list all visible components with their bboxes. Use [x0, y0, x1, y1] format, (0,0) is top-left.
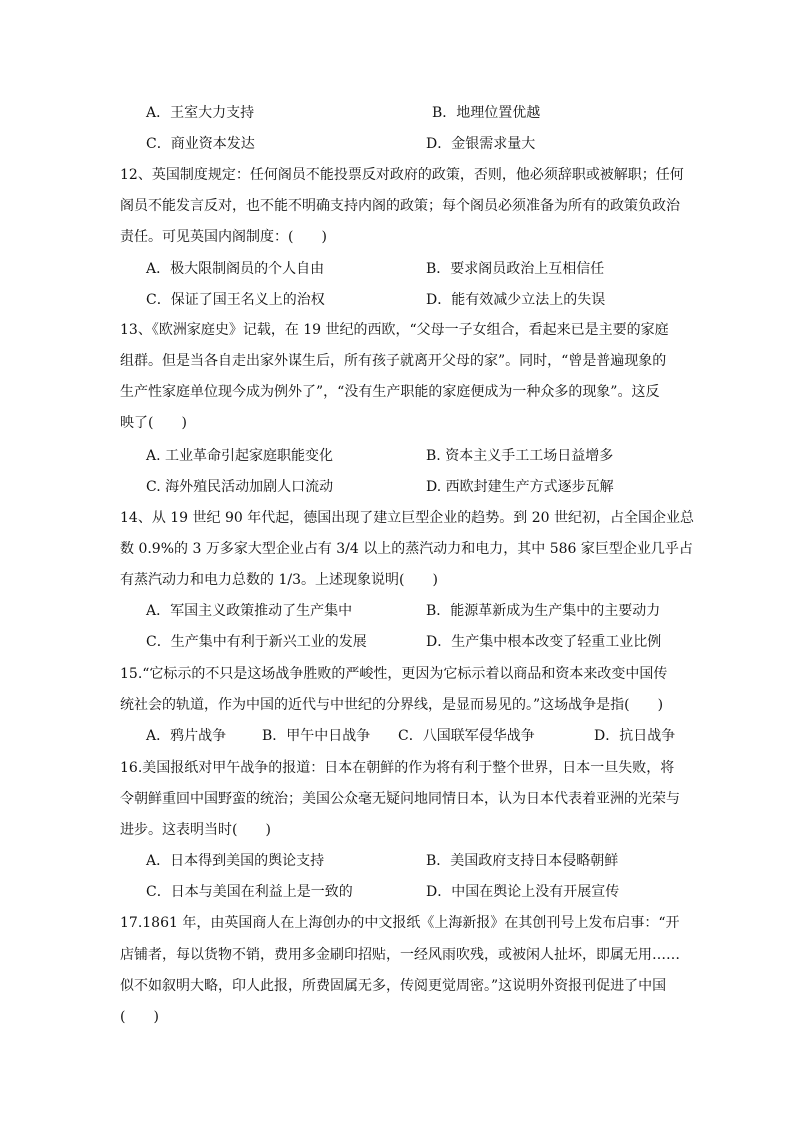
q17-stem-line: 店铺者，每以货物不销，费用多金刷印招贴，一经风雨吹残，或被闲人扯坏，即属无用……: [120, 947, 680, 963]
q15-stem-line: 统社会的轨道，作为中国的近代与中世纪的分界线，是显而易见的。”这场战争是指( ): [120, 697, 664, 713]
q16-option-b: B．美国政府支持日本侵略朝鲜: [426, 853, 619, 869]
q14-option-b: B．能源革新成为生产集中的主要动力: [426, 603, 661, 619]
q16-stem-line: 16.美国报纸对甲午战争的报道：日本在朝鲜的作为将有利于整个世界，日本一旦失败，将: [120, 760, 675, 776]
q16-stem-line: 令朝鲜重回中国野蛮的统治；美国公众毫无疑问地同情日本，认为日本代表着亚洲的光荣与: [120, 791, 680, 807]
q14-stem-line: 数 0.9%的 3 万多家大型企业占有 3/4 以上的蒸汽动力和电力，其中 586 家巨型企业几乎占: [120, 541, 693, 557]
q15-option-c: C．八国联军侵华战争: [398, 728, 535, 744]
q12-option-c: C．保证了国王名义上的治权: [146, 292, 325, 308]
q12-stem-line: 12、英国制度规定：任何阁员不能投票反对政府的政策，否则，他必须辞职或被解职；任何: [120, 167, 684, 183]
q16-option-a: A．日本得到美国的舆论支持: [146, 853, 325, 869]
q15-stem-line: 15.“它标示的不只是这场战争胜败的严峻性，更因为它标示着以商品和资本来改变中国传: [120, 666, 668, 682]
q11-option-a: A．王室大力支持: [146, 105, 255, 121]
q12-stem-line: 阁员不能发言反对，也不能不明确支持内阁的政策；每个阁员必须准备为所有的政策负政治: [120, 198, 680, 214]
q17-stem-line: ( ): [120, 1009, 159, 1025]
q15-option-a: A．鸦片战争: [146, 728, 227, 744]
q16-stem-line: 进步。这表明当时( ): [120, 822, 271, 838]
q12-stem-line: 责任。可见英国内阁制度：( ): [120, 229, 327, 245]
q14-stem-line: 14、从 19 世纪 90 年代起，德国出现了建立巨型企业的趋势。到 20 世纪初，占全国企业总: [120, 510, 694, 526]
q11-option-b: B．地理位置优越: [432, 105, 541, 121]
q13-stem-line: 生产性家庭单位现今成为例外了”，“没有生产职能的家庭便成为一种众多的现象”。这反: [120, 384, 660, 400]
q15-option-d: D．抗日战争: [594, 728, 676, 744]
q14-option-a: A．军国主义政策推动了生产集中: [146, 603, 353, 619]
q17-stem-line: 17.1861 年，由英国商人在上海创办的中文报纸《上海新报》在其创刊号上发布启事：“开: [120, 915, 680, 931]
q13-stem-line: 组群。但是当各自走出家外谋生后，所有孩子就离开父母的家”。同时，“曾是普遍现象的: [120, 353, 667, 369]
q13-stem-line: 映了( ): [120, 415, 187, 431]
q16-option-c: C．日本与美国在利益上是一致的: [146, 884, 353, 900]
q12-option-d: D．能有效减少立法上的失误: [426, 292, 606, 308]
q13-stem-line: 13、《欧洲家庭史》记载，在 19 世纪的西欧，“父母一子女组合，看起来已是主要的家庭: [120, 322, 669, 338]
q11-option-d: D．金银需求量大: [426, 136, 536, 152]
q14-stem-line: 有蒸汽动力和电力总数的 1/3。上述现象说明( ): [120, 572, 438, 588]
q11-option-c: C．商业资本发达: [146, 136, 255, 152]
q17-stem-line: 似不如叙明大略，印人此报，所费固属无多，传阅更觉周密。”这说明外资报刊促进了中国: [120, 978, 667, 994]
q14-option-c: C．生产集中有利于新兴工业的发展: [146, 634, 367, 650]
q13-option-d: D. 西欧封建生产方式逐步瓦解: [426, 479, 614, 495]
q16-option-d: D．中国在舆论上没有开展宣传: [426, 884, 620, 900]
q15-option-b: B．甲午中日战争: [262, 728, 371, 744]
q12-option-a: A．极大限制阁员的个人自由: [146, 261, 325, 277]
q13-option-c: C. 海外殖民活动加剧人口流动: [146, 479, 334, 495]
q14-option-d: D．生产集中根本改变了轻重工业比例: [426, 634, 662, 650]
q12-option-b: B．要求阁员政治上互相信任: [426, 261, 605, 277]
q13-option-b: B. 资本主义手工工场日益增多: [426, 448, 614, 464]
q13-option-a: A. 工业革命引起家庭职能变化: [146, 448, 334, 464]
